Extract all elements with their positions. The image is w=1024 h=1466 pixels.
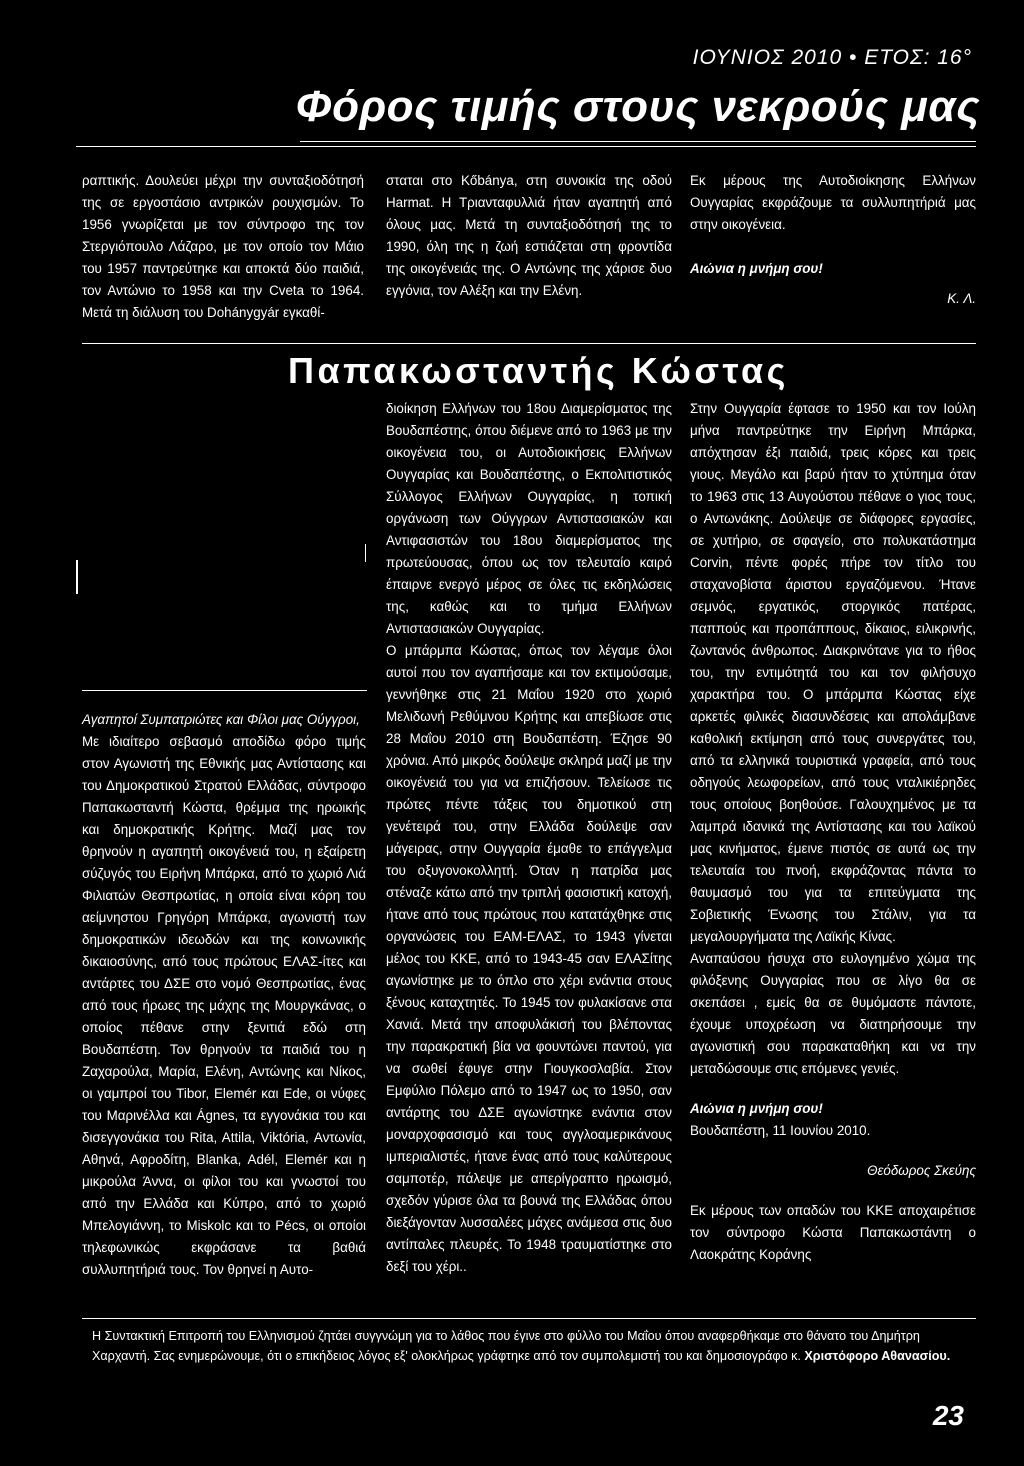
article-text-3a: Στην Ουγγαρία έφτασε το 1950 και τον Ιούλη μήνα παντρεύτηκε την Ειρήνη Μπάρκα, απόχτησαν έξι παιδιά, τρεις κόρες και τρεις γιους. Μεγάλο και βαρύ ήταν το χτύπημα όταν το 1963 στις 13 Αυγούστου πέθανε ο γιος τους, ο Αντωνάκης. Δούλεψε σε διάφορες εργασίες, σε χυτήριο, σε σφαγείο, στο πολυκατάστημα Corvin, πέντε φορές πήρε τον τίτλο του σταχανοβίστα άριστου εργαζόμενου. Ήτανε σεμνός, εργατικός, στοργικός πατέρας, παππούς και προπάππους, δίκαιος, ειλικρινής, ζωντανός άνθρωπος. Διακρινότανε για το ήθος του, την εντιμότητά του και τον φιλήσυχο χαρακτήρα του. Ο μπάρμπα Κώστας είχε αρκετές φιλικές διασυνδέσεις και απολάμβανε καθολική εκτίμηση από τους συνεργάτες του, από τα ελληνικά τουριστικά γραφεία, από τους οδηγούς λεωφορείων, από τους νταλικιέρηδες τους οποίους βοηθούσε. Γαλουχημένος με τα λαμπρά ιδανικά της Αντίστασης και του λαϊκού μας κινήματος, έμεινε πιστός σε αυτά ως την τελευταία του πνοή, εκφράζοντας πάντα το θαυμασμό του για τα επιτεύγματα της Σοβιετικής Ένωσης του Στάλιν, για τα μεγαλουργήματα της Λαϊκής Κίνας. (690, 401, 976, 944)
photo-area (76, 560, 366, 690)
article-author: Θεόδωρος Σκεύης (867, 1163, 976, 1178)
article-col3 (690, 398, 976, 1266)
caption-rule (82, 690, 367, 691)
article-text-3b: Αναπαύσου ήσυχα στο ευλογημένο χώμα της φιλόξενης Ουγγαρίας που σε λίγο θα σε σκεπάσει , εμείς θα σε θυμόμαστε πάντοτε, έχουμε υποχρέωση να διατηρήσουμε την αγωνιστική σου παρακαταθήκη και να την μεταδώσουμε στις επόμενες γενιές. (690, 951, 976, 1076)
photo-border-left (76, 560, 78, 594)
correction-notice (92, 1326, 958, 1366)
top-article-col3 (690, 170, 976, 310)
article-place-date: Βουδαπέστη, 11 Ιουνίου 2010. (690, 1123, 871, 1138)
article-col2 (386, 398, 672, 1278)
page-headline: Φόρος τιμής στους νεκρούς μας (295, 82, 980, 131)
issue-date: ΙΟΥΝΙΟΣ 2010 • ΕΤΟΣ: 16° (692, 46, 972, 69)
article-kke-farewell: Εκ μέρους των οπαδών του ΚΚΕ αποχαιρέτισε τον σύντροφο Κώστα Παπακωστάντη ο Λαοκράτης Κοράνης (690, 1203, 976, 1262)
notice-name: Χριστόφορο Αθανασίου. (804, 1349, 951, 1363)
top-article-text-1: ραπτικής. Δουλεύει μέχρι την συνταξιοδότησή της σε εργοστάσιο αντρικών ρουχισμών. Το 1956 γνωρίζεται με τον σύντροφο της τον Στεργιόπουλο Λάζαρο, με τον οποίο τον Μάιο του 1957 παντρεύτηκε και αποκτά δύο παιδιά, τον Αντώνιο το 1958 και την Cveta το 1964. Μετά τη διάλυση του Dohánygyár εγκαθί- (82, 173, 364, 320)
top-article-col2 (386, 170, 672, 302)
article-greeting: Αγαπητοί Συμπατριώτες και Φίλοι μας Ούγγροι, (82, 712, 360, 727)
section-divider (82, 343, 976, 344)
article-col1 (82, 709, 366, 1281)
header-rule (300, 141, 976, 142)
top-article-memory: Αιώνια η μνήμη σου! (690, 261, 823, 276)
notice-rule (82, 1318, 976, 1319)
article-text-2a: διοίκηση Ελλήνων του 18ου Διαμερίσματος της Βουδαπέστης, όπου διέμενε από το 1963 με την οικογένεια του, οι Αυτοδιοικήσεις Ελλήνων Ουγγαρίας και Βουδαπέστης, ο Εκπολιτιστικός Σύλλογος Ελλήνων Ουγγαρίας, η τοπική οργάνωση των Ούγγρων Αντιστασιακών και Αντιφασιστών του 18ου διαμερίσματος της πρωτεύουσας, όπου ως τον τελευταίο καιρό έπαιρνε ενεργό μέρος σε όλες τις εκδηλώσεις της, καθώς και το τμήμα Ελλήνων Αντιστασιακών Ουγγαρίας. (386, 401, 672, 636)
article-title: Παπακωσταντής Κώστας (288, 350, 789, 391)
top-article-col1 (82, 170, 364, 324)
page-number: 23 (932, 1400, 964, 1431)
photo-border-right (365, 544, 366, 562)
article-text-1: Με ιδιαίτερο σεβασμό αποδίδω φόρο τιμής στον Αγωνιστή της Εθνικής μας Αντίστασης και του Δημοκρατικού Στρατού Ελλάδας, σύντροφο Παπακωσταντή Κώστα, θρέμμα της ηρωικής και δημοκρατικής Κρήτης. Μαζί μας τον θρηνούν η αγαπητή οικογένειά του, η εξαίρετη σύζυγός του Ειρήνη Μπάρκα, από το χωριό Λιά Φιλιατών Θεσπρωτίας, η οποία είναι κόρη του αείμνηστου Γρηγόρη Μπάρκα, αγωνιστή των δημοκρατικών ιδεωδών και της κοινωνικής δικαιοσύνης, από τους πρώτους ΕΛΑΣ-ίτες και αντάρτες του ΔΣΕ στο νομό Θεσπρωτίας, ένας από τους ήρωες της μάχης της Μουργκάνας, ο οποίος πέθανε στην ξενιτιά εδώ στη Βουδαπέστη. Τον θρηνούν τα παιδιά του η Ζαχαρούλα, Μαρία, Ελένη, Αντώνης και Νίκος, οι γαμπροί του Tibor, Elemér και Ede, οι νύφες του Μαρινέλλα και Ágnes, τα εγγονάκια του και δισεγγονάκια του Rita, Attila, Viktória, Αντωνία, Αθηνά, Αφροδίτη, Blanka, Adél, Elemér και η μικρούλα Άννα, οι φίλοι του και γνωστοί του από την Ελλάδα και Κύπρο, από το χωριό Μπελογιάννη, το Miskolc και το Pécs, οι οποίοι τηλεφωνικώς εκφράσανε τα βαθιά συλλυπητήριά τους. Τον θρηνεί η Αυτο- (82, 734, 366, 1277)
article-text-2b: Ο μπάρμπα Κώστας, όπως τον λέγαμε όλοι αυτοί που τον αγαπήσαμε και τον εκτιμούσαμε, γεννήθηκε στις 21 Μαΐου 1920 στο χωριό Μελιδωνή Ρεθύμνου Κρήτης και απεβίωσε στις 28 Μαΐου 2010 στη Βουδαπέστη. Έζησε 90 χρόνια. Από μικρός δούλεψε σκληρά μαζί με την οικογένειά του για να επιζήσουν. Τελείωσε τις πρώτες πέντε τάξεις του δημοτικού στη γενέτειρά του, στην Ελλάδα δούλεψε σαν μάγειρας, στην Ουγγαρία έμαθε το επάγγελμα του οξυγονοκολλητή. Όταν η πατρίδα μας στέναζε κάτω από την τριπλή φασιστική κατοχή, ήτανε από τους πρώτους που κατατάχθηκε στις οργανώσεις του ΕΑΜ-ΕΛΑΣ, το 1943 γίνεται μέλος του ΚΚΕ, από το 1943-45 σαν ΕΛΑΣίτης αγωνίστηκε με το όπλο στο χέρι ενάντια στους ξένους καταχτητές. Το 1945 τον φυλακίσανε στα Χανιά. Μετά την αποφυλάκισή του βλέποντας την παρακρατική βία να φουντώνει παντού, για να σωθεί έφυγε στην Γιουγκοσλαβία. Στον Εμφύλιο Πόλεμο από το 1947 ως το 1950, σαν αντάρτης του ΔΣΕ αγωνίστηκε ενάντια στον μοναρχοφασισμό και τους αγγλοαμερικάνους ιμπεριαλιστές, ήτανε ένας από τους καλύτερους σαμποτέρ, πάλεψε με απερίγραπτο ηρωισμό, σχεδόν γύρισε όλα τα βουνά της Ελλάδας όπου διεξάγονταν λυσσαλέες μάχες ανάμεσα στις δυο αντίπαλες πλευρές. Το 1948 τραυματίστηκε στο δεξί του χέρι.. (386, 643, 672, 1274)
top-article-text-2: σταται στο Kőbánya, στη συνοικία της οδού Harmat. Η Τριανταφυλλιά ήταν αγαπητή από όλους μας. Μετά τη συνταξιοδότησή της το 1990, όλη της η ζωή εστιάζεται στη φροντίδα της οικογένειάς της. Ο Αντώνης της χάρισε δυο εγγόνια, τον Αλέξη και την Ελένη. (386, 173, 672, 298)
header-rule-2 (76, 146, 976, 147)
notice-text: Η Συντακτική Επιτροπή του Ελληνισμού ζητάει συγγνώμη για το λάθος που έγινε στο φύλλο του Μαΐου όπου αναφερθήκαμε στο θάνατο του Δημήτρη Χαρχαντή. Σας ενημερώνουμε, ότι ο επικήδειος λόγος εξ' ολοκλήρως γράφτηκε από τον συμπολεμιστή του και δημοσιογράφο κ. (92, 1329, 920, 1363)
top-article-text-3: Εκ μέρους της Αυτοδιοίκησης Ελλήνων Ουγγαρίας εκφράζουμε τα συλλυπητήριά μας στην οικογένεια. (690, 173, 976, 232)
top-article-signature: Κ. Λ. (947, 291, 976, 306)
article-memory: Αιώνια η μνήμη σου! (690, 1101, 823, 1116)
